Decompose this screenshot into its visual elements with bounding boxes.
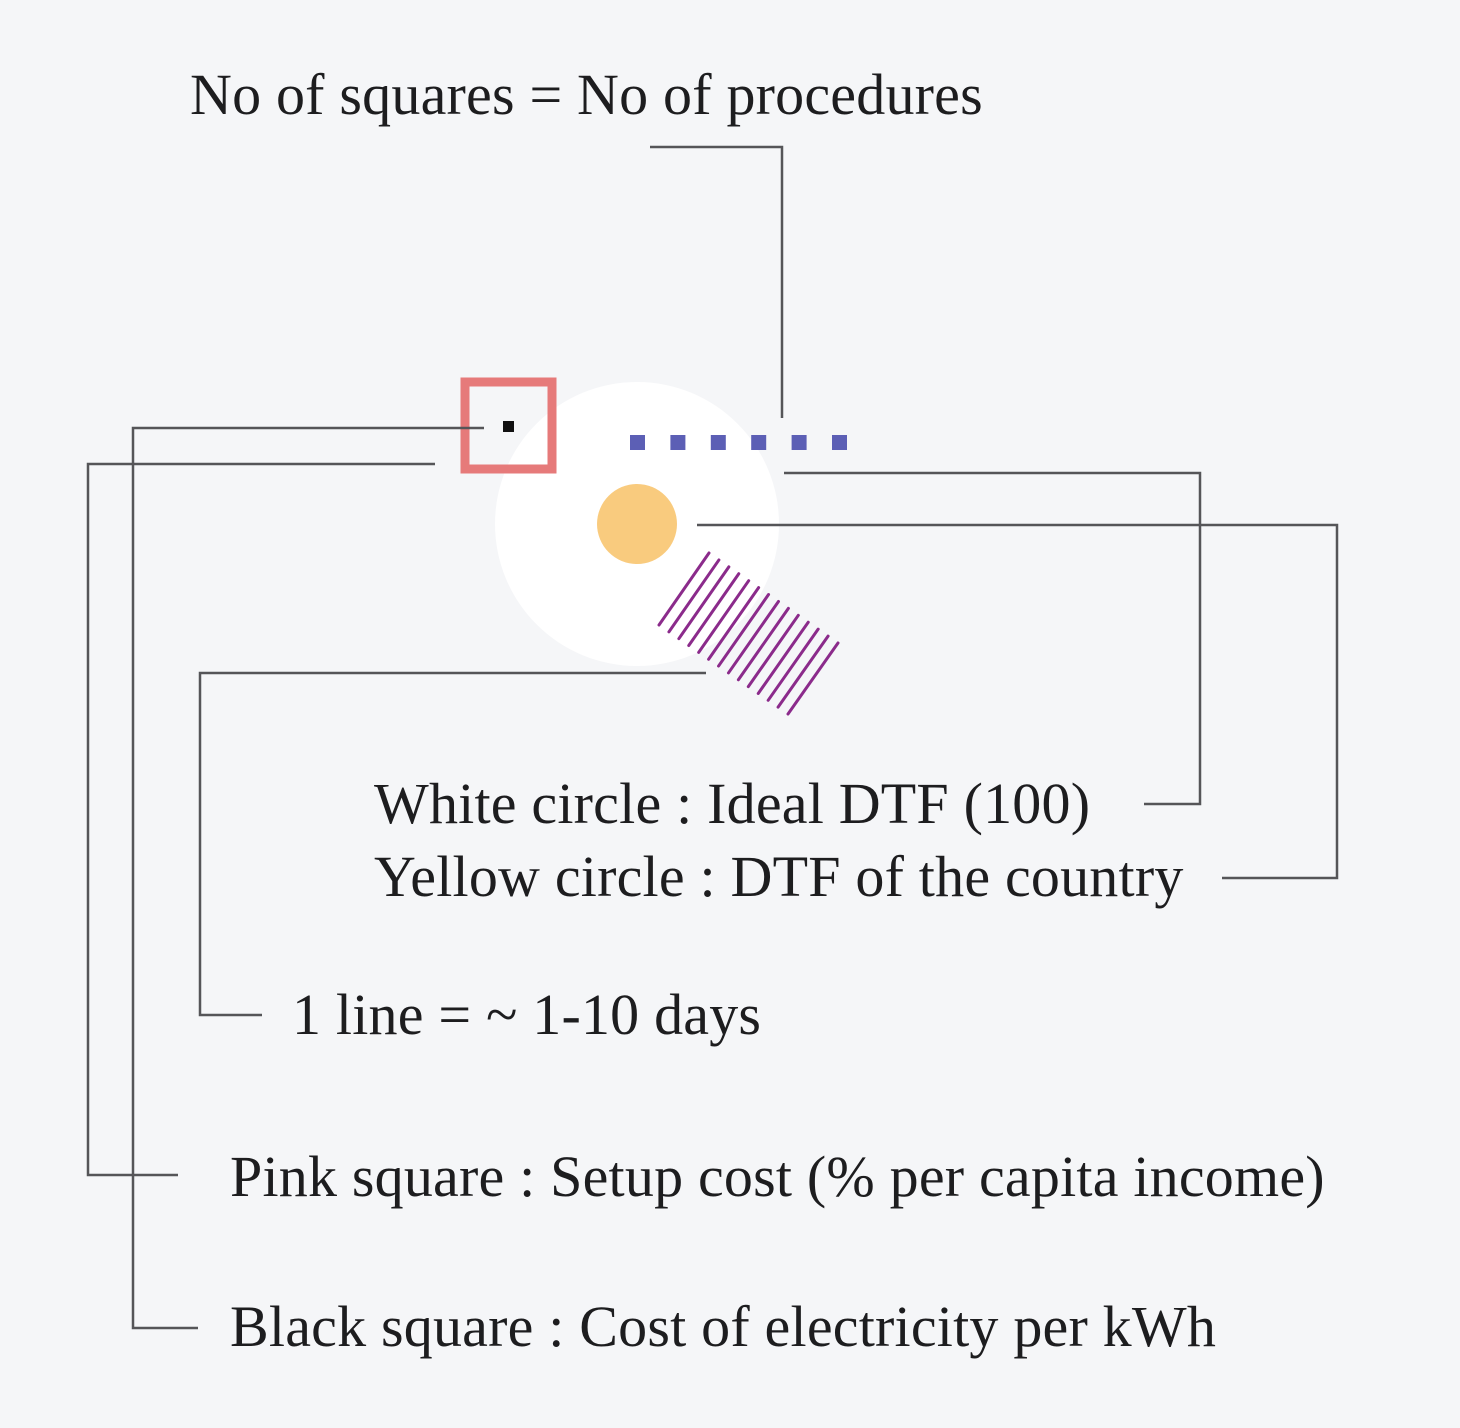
leader-procedures xyxy=(650,147,782,418)
procedure-square xyxy=(832,435,847,450)
day-line xyxy=(788,643,838,714)
day-line xyxy=(748,615,798,686)
label-line-days: 1 line = ~ 1-10 days xyxy=(292,982,762,1047)
procedure-square xyxy=(711,435,726,450)
procedure-square xyxy=(670,435,685,450)
black-square xyxy=(503,421,514,432)
procedure-square xyxy=(751,435,766,450)
day-line xyxy=(738,608,788,679)
label-black-square: Black square : Cost of electricity per kWh xyxy=(230,1294,1217,1359)
leader-white-circle xyxy=(784,473,1200,804)
label-yellow-circle: Yellow circle : DTF of the country xyxy=(374,844,1184,909)
day-line xyxy=(768,629,818,700)
day-line xyxy=(778,636,828,707)
procedure-square xyxy=(630,435,645,450)
label-white-circle: White circle : Ideal DTF (100) xyxy=(374,771,1091,836)
procedure-square xyxy=(792,435,807,450)
day-line xyxy=(758,622,808,693)
yellow-circle xyxy=(597,484,677,564)
label-procedures: No of squares = No of procedures xyxy=(190,62,983,127)
label-pink-square: Pink square : Setup cost (% per capita income) xyxy=(230,1144,1325,1209)
